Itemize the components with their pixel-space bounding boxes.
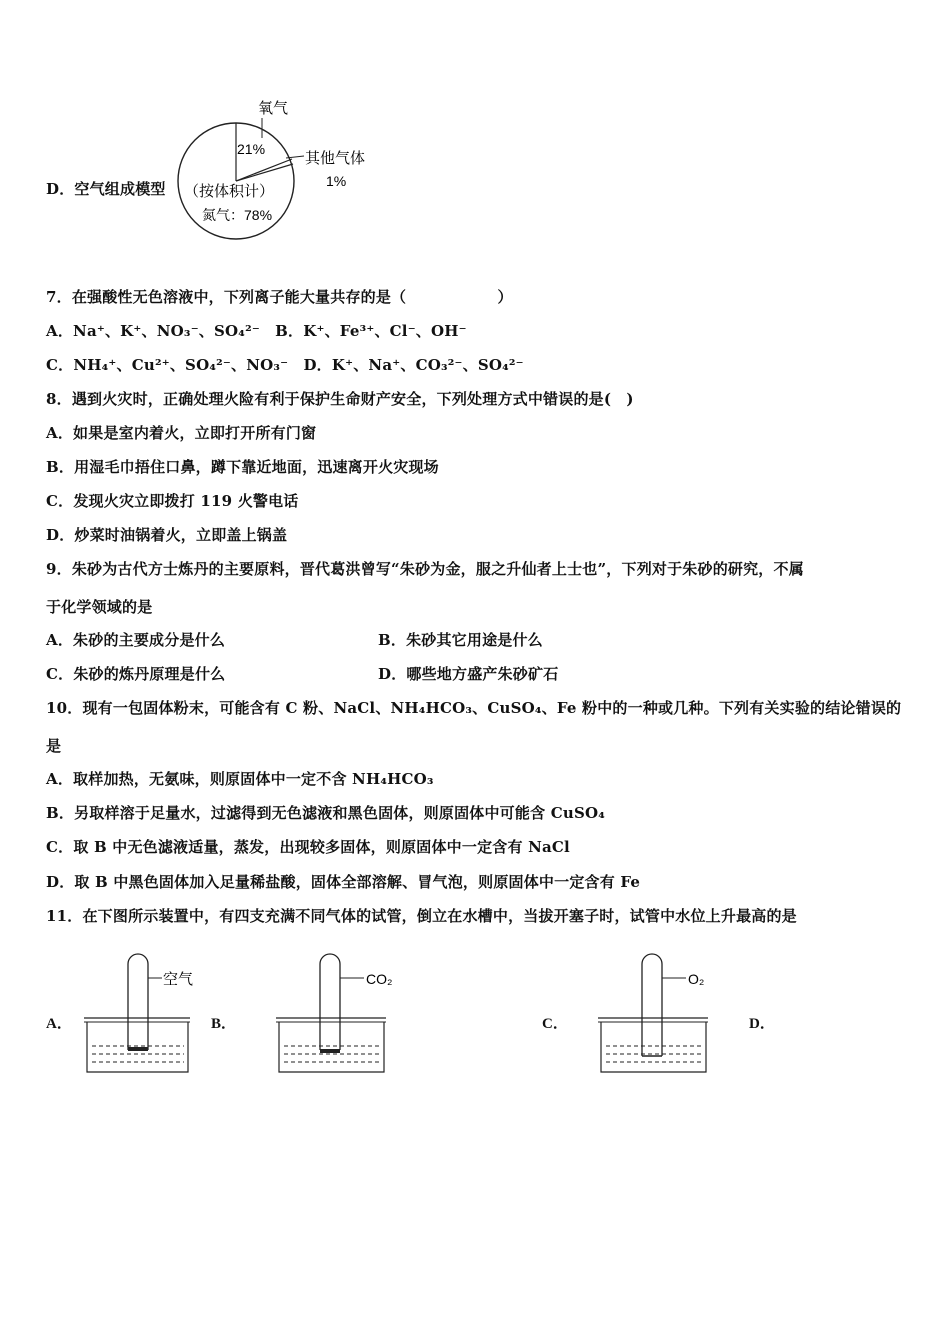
- q9-stem-line2: 于化学领域的是: [46, 598, 153, 616]
- q9-option-d: D．哪些地方盛产朱砂矿石: [378, 665, 559, 683]
- q11-option-d-label: D．: [749, 1016, 775, 1032]
- gas-label-o2: O₂: [688, 971, 705, 987]
- option-d-air-model: D．空气组成模型: [46, 180, 166, 198]
- q11-option-c-label: C．: [542, 1016, 568, 1032]
- other-gas-percent: 1%: [326, 173, 347, 189]
- q11-stem: 11．在下图所示装置中，有四支充满不同气体的试管，倒立在水槽中，当拔开塞子时，试管中水位上升最高的是: [46, 907, 797, 925]
- q10-stem-line1: 10．现有一包固体粉末，可能含有 C 粉、NaCl、NH₄HCO₃、CuSO₄、Fe 粉中的一种或几种。下列有关实验的结论错误的: [46, 699, 902, 717]
- q10-option-d: D．取 B 中黑色固体加入足量稀盐酸，固体全部溶解、冒气泡，则原固体中一定含有 Fe: [46, 873, 641, 891]
- nitrogen-label: 氮气：78%: [202, 207, 273, 223]
- oxygen-label: 氧气: [258, 100, 289, 117]
- q7-options-ab: A．Na⁺、K⁺、NO₃⁻、SO₄²⁻ B．K⁺、Fe³⁺、Cl⁻、OH⁻: [46, 322, 467, 340]
- q11-option-b-label: B．: [211, 1016, 237, 1032]
- oxygen-percent: 21%: [237, 141, 266, 157]
- apparatus-c-svg: [598, 950, 728, 1076]
- q8-option-c: C．发现火灾立即拨打 119 火警电话: [46, 492, 299, 510]
- apparatus-c: [598, 950, 728, 1080]
- q9-option-a: A．朱砂的主要成分是什么: [46, 631, 226, 649]
- apparatus-a-svg: [84, 950, 214, 1076]
- q10-stem-line2: 是: [46, 737, 62, 755]
- q10-option-c: C．取 B 中无色滤液适量，蒸发，出现较多固体，则原固体中一定含有 NaCl: [46, 838, 570, 856]
- apparatus-b-svg: [276, 950, 406, 1076]
- air-composition-pie: [176, 96, 386, 250]
- q10-option-a: A．取样加热，无氨味，则原固体中一定不含 NH₄HCO₃: [46, 770, 434, 788]
- q8-stem: 8．遇到火灾时，正确处理火险有利于保护生命财产安全，下列处理方式中错误的是( ): [46, 390, 634, 408]
- q7-stem: 7．在强酸性无色溶液中，下列离子能大量共存的是（ ）: [46, 288, 513, 306]
- q9-stem-line1: 9．朱砂为古代方士炼丹的主要原料，晋代葛洪曾写“朱砂为金，服之升仙者上士也”，下列对于朱砂的研究，不属: [46, 560, 804, 578]
- gas-label-co2: CO₂: [366, 971, 393, 987]
- q9-option-b: B．朱砂其它用途是什么: [378, 631, 543, 649]
- pie-center-text: （按体积计）: [184, 183, 275, 200]
- q10-option-b: B．另取样溶于足量水，过滤得到无色滤液和黑色固体，则原固体中可能含 CuSO₄: [46, 804, 606, 822]
- pie-chart-svg: [176, 96, 386, 246]
- q8-option-b: B．用湿毛巾捂住口鼻，蹲下靠近地面，迅速离开火灾现场: [46, 458, 439, 476]
- gas-label-air: 空气: [163, 971, 194, 988]
- apparatus-b: [276, 950, 406, 1080]
- other-gas-label: 其他气体: [305, 150, 366, 167]
- apparatus-a: [84, 950, 214, 1080]
- q11-option-a-label: A．: [46, 1016, 72, 1032]
- q8-option-d: D．炒菜时油锅着火，立即盖上锅盖: [46, 526, 288, 544]
- q8-option-a: A．如果是室内着火，立即打开所有门窗: [46, 424, 317, 442]
- q9-option-c: C．朱砂的炼丹原理是什么: [46, 665, 226, 683]
- q7-options-cd: C．NH₄⁺、Cu²⁺、SO₄²⁻、NO₃⁻ D．K⁺、Na⁺、CO₃²⁻、SO₄²⁻: [46, 356, 524, 374]
